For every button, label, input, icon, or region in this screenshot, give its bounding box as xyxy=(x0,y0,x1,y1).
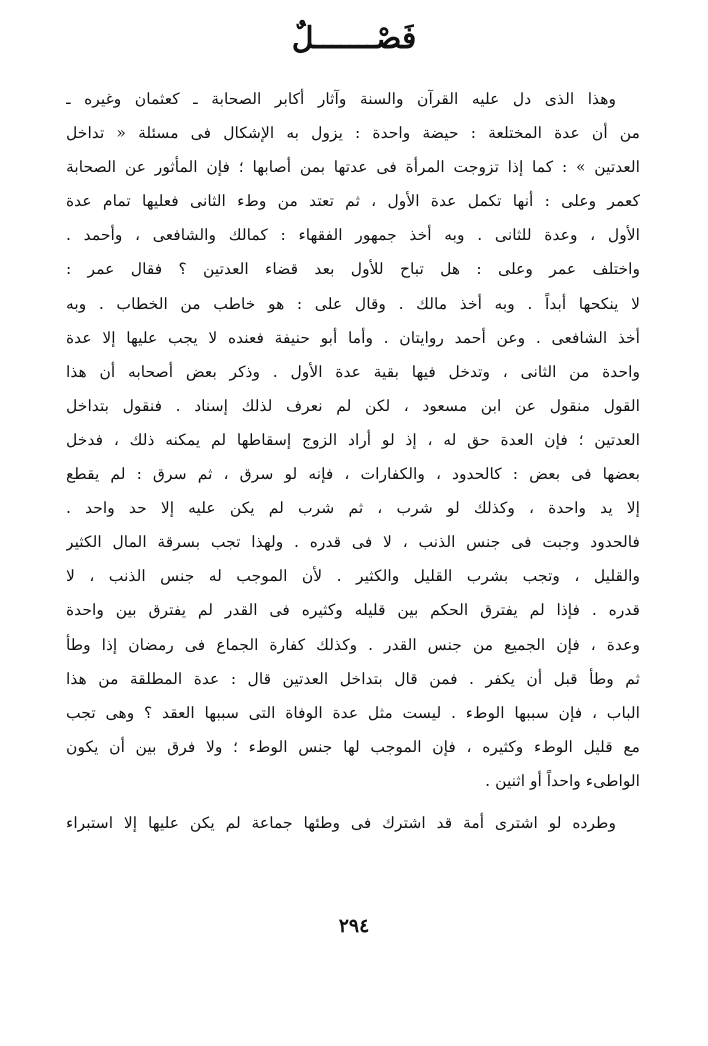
text-line: العدتين ؛ فإن العدة حق له ، إذ لو أراد الزوج إسقاطها لم يمكنه ذلك ، فدخل xyxy=(66,430,640,449)
text-line: وهذا الذى دل عليه القرآن والسنة وآثار أكابر الصحابة ـ كعثمان وغيره ـ xyxy=(66,90,616,108)
text-line: وعدة ، فإن الجميع من جنس القدر . وكذلك كفارة الجماع فى رمضان إذا وطأ xyxy=(66,635,640,654)
text-line: مع قليل الوطء وكثيره ، فإن الموجب لها جنس الوطء ؛ ولا فرق بين أن يكون xyxy=(66,737,640,756)
text-line: العدتين » : كما إذا تزوجت المرأة فى عدتها بمن أصابها ؛ فإن المأثور عن الصحابة xyxy=(66,158,640,177)
text-line: وطرده لو اشترى أمة قد اشترك فى وطئها جماعة لم يكن عليها إلا استبراء xyxy=(66,813,616,832)
text-line: كعمر وعلى : أنها تكمل عدة الأول ، ثم تعتد من وطء الثانى فعليها تمام عدة xyxy=(66,192,640,211)
paragraph-1 xyxy=(66,82,640,798)
text-line: القول منقول عن ابن مسعود ، لكن لم نعرف لذلك إسناد . فنقول بتداخل xyxy=(66,396,640,415)
text-line: الواطىء واحداً أو اثنين . xyxy=(485,771,640,790)
text-line: فالحدود وجبت فى جنس الذنب ، لا فى قدره . ولهذا تجب بسرقة المال الكثير xyxy=(66,533,640,552)
paragraph-spacer xyxy=(66,798,640,806)
text-line: لا ينكحها أبداً . وبه أخذ مالك . وقال على : هو خاطب من الخطاب . وبه xyxy=(66,294,640,313)
text-line: الباب ، فإن سببها الوطء . ليست مثل عدة الوفاة التى سببها العقد ؟ وهى تجب xyxy=(66,703,640,722)
text-line: والقليل ، وتجب بشرب القليل والكثير . لأن الموجب له جنس الذنب ، لا xyxy=(66,567,640,586)
text-line: واختلف عمر وعلى : هل تباح للأول بعد قضاء العدتين ؟ فقال عمر : xyxy=(66,260,640,279)
text-line: بعضها فى بعض : كالحدود ، والكفارات ، فإنه لو سرق ، ثم سرق : لم يقطع xyxy=(66,465,640,484)
text-line: قدره . فإذا لم يفترق الحكم بين قليله وكثيره فى القدر لم يفترق بين واحدة xyxy=(66,601,640,620)
body-text xyxy=(66,82,640,840)
page-number: ٢٩٤ xyxy=(338,915,370,937)
text-line: أخذ الشافعى . وعن أحمد روايتان . وأما أبو حنيفة فعنده لا يجب عليها إلا عدة xyxy=(66,328,640,347)
section-heading: فَصْـــــــلٌ xyxy=(291,21,417,56)
text-line: من أن عدة المختلعة : حيضة واحدة : يزول به الإشكال فى مسئلة « تداخل xyxy=(66,124,640,143)
text-line: ثم وطأ قبل أن يكفر . فمن قال بتداخل العدتين قال : عدة المطلقة من هذا xyxy=(66,669,640,688)
text-line: واحدة من الثانى ، وتدخل فيها بقية عدة الأول . وذكر بعض أصحابه أن هذا xyxy=(66,362,640,381)
text-line: الأول ، وعدة للثانى . وبه أخذ جمهور الفقهاء : كمالك والشافعى ، وأحمد . xyxy=(66,226,640,245)
text-line: إلا يد واحدة ، وكذلك لو شرب ، ثم شرب لم يكن عليه إلا حد واحد . xyxy=(66,499,640,518)
paragraph-2 xyxy=(66,806,640,840)
